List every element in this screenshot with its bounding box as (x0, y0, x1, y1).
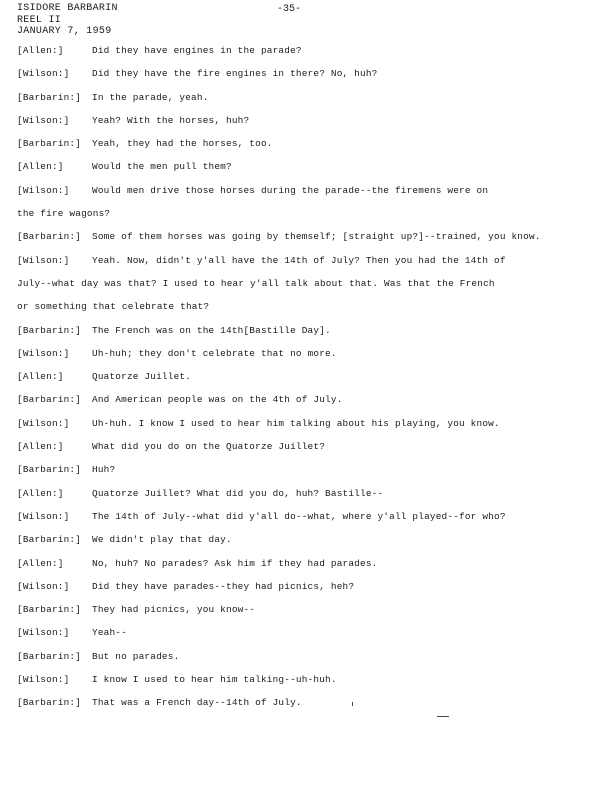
speech-text: Uh-huh; they don't celebrate that no more. (92, 347, 337, 359)
speech-text: Did they have the fire engines in there? No, huh? (92, 68, 378, 80)
speech-text: Quatorze Juillet? What did you do, huh? Bastille-- (92, 487, 384, 499)
speaker-label: [Barbarin:] (17, 697, 82, 709)
speech-continuation: or something that celebrate that? (17, 301, 210, 313)
transcript-line (17, 161, 577, 184)
interview-date: JANUARY 7, 1959 (17, 26, 112, 37)
speech-text: Uh-huh. I know I used to hear him talking about his playing, you know. (92, 417, 500, 429)
transcript-line (17, 441, 577, 464)
speaker-label: [Wilson:] (17, 417, 70, 429)
speaker-label: [Wilson:] (17, 627, 70, 639)
transcript-body (17, 45, 577, 721)
transcript-line (17, 185, 577, 208)
interviewee-name: ISIDORE BARBARIN (17, 3, 118, 14)
transcript-line (17, 651, 577, 674)
speaker-label: [Allen:] (17, 441, 64, 453)
speech-text: They had picnics, you know-- (92, 604, 256, 616)
speech-text: Would the men pull them? (92, 161, 232, 173)
speaker-label: [Barbarin:] (17, 324, 82, 336)
transcript-line (17, 231, 577, 254)
speech-text: Would men drive those horses during the parade--the firemens were on (92, 184, 489, 196)
transcript-line (17, 581, 577, 604)
transcript-line (17, 208, 577, 231)
speech-continuation: July--what day was that? I used to hear y'all talk about that. Was that the French (17, 277, 495, 289)
speaker-label: [Barbarin:] (17, 231, 82, 243)
speech-text: That was a French day--14th of July. (92, 697, 302, 709)
speech-text: The 14th of July--what did y'all do--what, where y'all played--for who? (92, 510, 506, 522)
transcript-line (17, 488, 577, 511)
transcript-line (17, 115, 577, 138)
speaker-label: [Barbarin:] (17, 534, 82, 546)
speech-text: And American people was on the 4th of July. (92, 394, 343, 406)
speaker-label: [Wilson:] (17, 580, 70, 592)
speaker-label: [Barbarin:] (17, 464, 82, 476)
speaker-label: [Wilson:] (17, 674, 70, 686)
document-header (17, 3, 118, 38)
speaker-label: [Barbarin:] (17, 604, 82, 616)
transcript-line (17, 301, 577, 324)
speech-text: I know I used to hear him talking--uh-huh. (92, 674, 337, 686)
speaker-label: [Allen:] (17, 45, 64, 56)
transcript-line (17, 627, 577, 650)
speaker-label: [Wilson:] (17, 347, 70, 359)
speech-text: Some of them horses was going by themself; [straight up?]--trained, you know. (92, 231, 541, 243)
speaker-label: [Wilson:] (17, 114, 70, 126)
transcript-line (17, 697, 577, 720)
speech-text: What did you do on the Quatorze Juillet? (92, 441, 326, 453)
speech-text: Yeah? With the horses, huh? (92, 114, 250, 126)
transcript-line (17, 92, 577, 115)
transcript-line (17, 511, 577, 534)
transcript-line (17, 138, 577, 161)
speech-text: Huh? (92, 464, 116, 476)
transcript-line (17, 534, 577, 557)
speech-text: Quatorze Juillet. (92, 371, 192, 383)
speaker-label: [Allen:] (17, 487, 64, 499)
speech-text: Did they have parades--they had picnics, heh? (92, 580, 355, 592)
transcript-line (17, 255, 577, 278)
transcript-line (17, 394, 577, 417)
transcript-line (17, 604, 577, 627)
speech-text: Yeah, they had the horses, too. (92, 138, 273, 150)
transcript-line (17, 45, 577, 68)
speech-text: In the parade, yeah. (92, 91, 209, 103)
transcript-line (17, 464, 577, 487)
speech-text: Yeah-- (92, 627, 127, 639)
speech-text: No, huh? No parades? Ask him if they had parades. (92, 557, 378, 569)
speaker-label: [Allen:] (17, 557, 64, 569)
speech-text: The French was on the 14th[Bastille Day]. (92, 324, 331, 336)
speaker-label: [Barbarin:] (17, 650, 82, 662)
speaker-label: [Barbarin:] (17, 91, 82, 103)
speech-text: Did they have engines in the parade? (92, 45, 302, 56)
transcript-line (17, 371, 577, 394)
speaker-label: [Wilson:] (17, 184, 70, 196)
speaker-label: [Allen:] (17, 371, 64, 383)
speaker-label: [Wilson:] (17, 68, 70, 80)
transcript-line (17, 348, 577, 371)
scan-mark (352, 702, 353, 706)
speaker-label: [Wilson:] (17, 510, 70, 522)
transcript-line (17, 278, 577, 301)
speech-text: Yeah. Now, didn't y'all have the 14th of July? Then you had the 14th of (92, 254, 506, 266)
transcript-line (17, 558, 577, 581)
transcript-line (17, 325, 577, 348)
speaker-label: [Wilson:] (17, 254, 70, 266)
scan-mark (437, 716, 449, 717)
speech-text: But no parades. (92, 650, 180, 662)
transcript-line (17, 418, 577, 441)
transcript-line (17, 674, 577, 697)
speaker-label: [Barbarin:] (17, 138, 82, 150)
transcript-line (17, 68, 577, 91)
reel-label: REEL II (17, 14, 62, 26)
speaker-label: [Allen:] (17, 161, 64, 173)
speech-continuation: the fire wagons? (17, 208, 111, 220)
speaker-label: [Barbarin:] (17, 394, 82, 406)
page-number: -35- (277, 4, 302, 15)
speech-text: We didn't play that day. (92, 534, 232, 546)
